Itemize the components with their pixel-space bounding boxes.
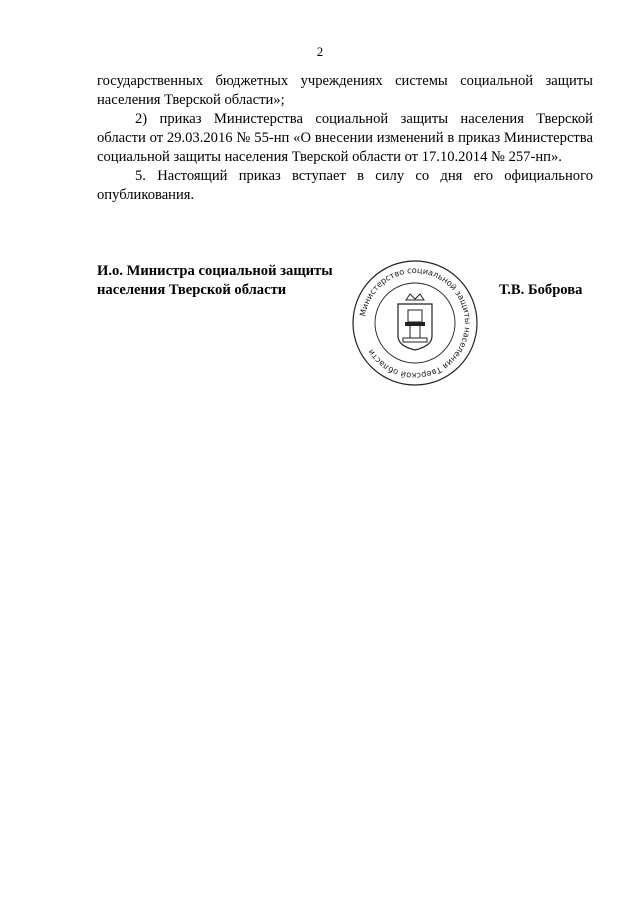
official-seal — [350, 258, 480, 388]
seal-text: Министерство социальной защиты населения Тверской области — [357, 264, 474, 382]
seal-graphic — [350, 258, 480, 388]
signatory-title-line-1: И.о. Министра социальной защиты — [97, 263, 333, 279]
signatory-title-line-2: населения Тверской области — [97, 282, 287, 298]
coat-of-arms-icon — [398, 294, 432, 350]
signatory-title — [97, 262, 333, 300]
signatory-name: Т.В. Боброва — [499, 282, 583, 298]
paragraph-continuation: государственных бюджетных учреждениях системы социальной защиты населения Тверской области»; — [97, 73, 593, 108]
document-body — [97, 72, 593, 205]
page-number: 2 — [316, 44, 324, 59]
paragraph-item-2: 2) приказ Министерства социальной защиты населения Тверской области от 29.03.2016 № 55-нп «О внесении изменений в приказ Министерства социальной защиты населения Тверской области от 17.10.2014 № 257-нп». — [97, 111, 593, 165]
paragraph-item-5: 5. Настоящий приказ вступает в силу со дня его официального опубликования. — [97, 168, 593, 203]
